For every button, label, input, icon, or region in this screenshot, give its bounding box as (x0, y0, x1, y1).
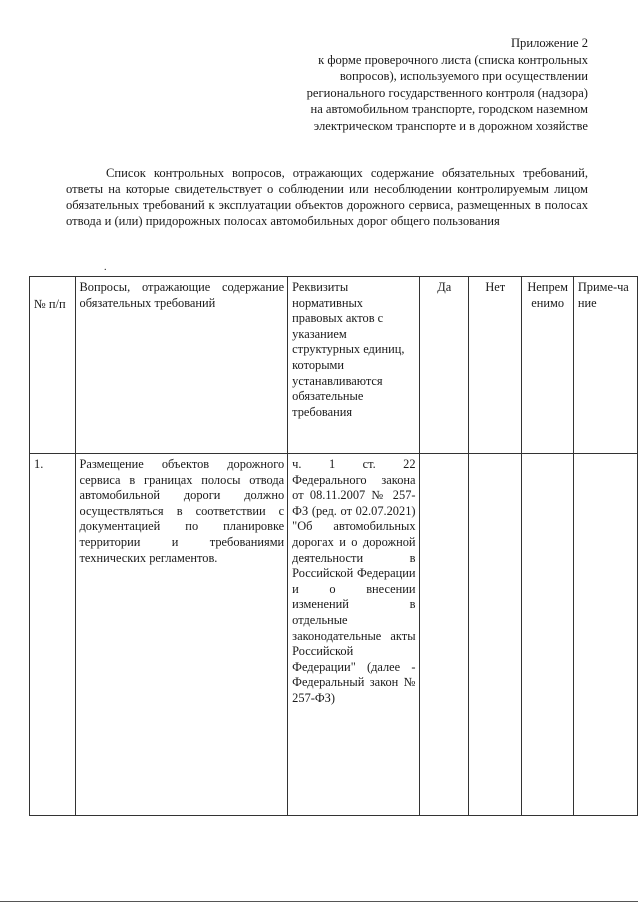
appendix-line-2: к форме проверочного листа (списка контрольных (318, 52, 588, 67)
header-num: № п/п (30, 277, 76, 454)
table-row (30, 454, 638, 816)
row-no-cell[interactable] (469, 454, 522, 816)
header-not-applicable: Непременимо (521, 277, 573, 454)
header-no: Нет (469, 277, 522, 454)
header-note: Приме-чание (573, 277, 637, 454)
stray-dot: . (104, 262, 107, 273)
row-requisites: ч. 1 ст. 22 Федерального закона от 08.11.2007 № 257-ФЗ (ред. от 02.07.2021) "Об автомобильных дорогах и о дорожной деятельности в Российской Федерации и о внесении изменений в отдельные законодательные акты Российской Федерации" (далее - Федеральный закон № 257-ФЗ) (288, 454, 419, 816)
header-questions: Вопросы, отражающие содержание обязательных требований (75, 277, 288, 454)
appendix-line-5: на автомобильном транспорте, городском наземном (310, 102, 588, 116)
row-question: Размещение объектов дорожного сервиса в границах полосы отвода автомобильной дороги должно осуществляться в соответствии с документацией по планировке территории и требованиями технических регламентов. (75, 454, 288, 816)
appendix-heading (258, 35, 588, 134)
checklist-table (29, 276, 638, 816)
row-yes-cell[interactable] (419, 454, 468, 816)
row-num: 1. (30, 454, 76, 816)
page-bottom-rule (0, 901, 638, 902)
table-header-row (30, 277, 638, 454)
header-requisites: Реквизиты нормативных правовых актов с указанием структурных единиц, которыми устанавливаются обязательные требования (288, 277, 419, 454)
appendix-line-6: электрическом транспорте и в дорожном хозяйстве (313, 118, 588, 133)
row-note-cell[interactable] (573, 454, 637, 816)
intro-paragraph: Список контрольных вопросов, отражающих содержание обязательных требований, ответы на которые свидетельствует о соблюдении или несоблюдении контролируемым лицом обязательных требований к эксплуатации объектов дорожного сервиса, размещенных в полосах отвода и (или) придорожных полосах автомобильных дорог общего пользования (66, 166, 588, 228)
appendix-line-3: вопросов), используемого при осуществлении (339, 69, 588, 83)
appendix-line-4: регионального государственного контроля (надзора) (306, 85, 588, 100)
header-yes: Да (419, 277, 468, 454)
appendix-line-1: Приложение 2 (510, 36, 588, 50)
row-na-cell[interactable] (521, 454, 573, 816)
